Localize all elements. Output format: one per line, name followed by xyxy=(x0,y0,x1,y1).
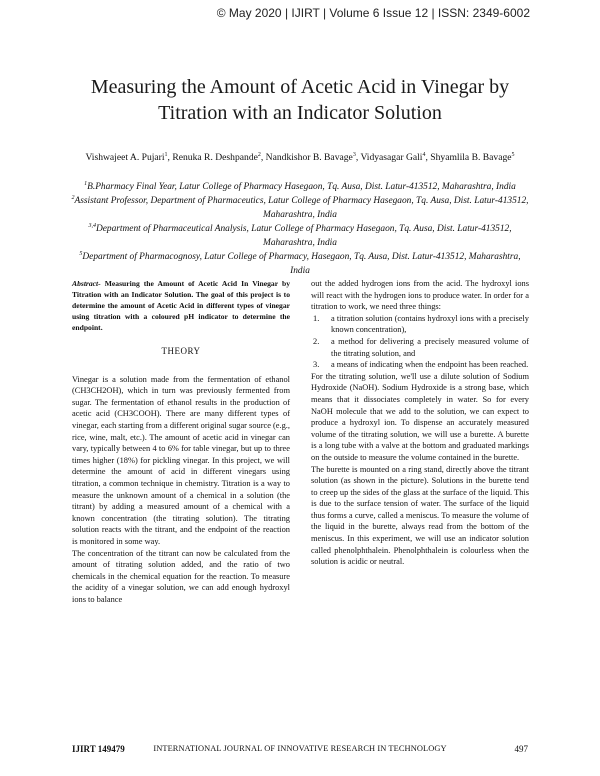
body-paragraph: For the titrating solution, we'll use a dilute solution of Sodium Hydroxide (NaOH). Sodium Hydroxide is a strong base, which means that it dissociates completely in water. So for every NaOH molecule that we add to the solution, we can expect to produce a hydroxyl ion. To dispense an accurately measured volume of the titrating solution, we will use a burette. A burette is a long tube with a valve at the bottom and graduated markings on the outside to measure the volume contained in the burette. xyxy=(311,371,529,462)
author-name: Vishwajeet A. Pujari xyxy=(85,152,165,163)
author-separator: , xyxy=(260,152,266,163)
affiliation-mark: 5 xyxy=(79,250,83,257)
author-name: Renuka R. Deshpande xyxy=(172,152,258,163)
section-heading-theory: THEORY xyxy=(161,346,201,356)
author-affiliation-mark: 1 xyxy=(164,151,168,158)
author-affiliation-mark: 5 xyxy=(511,151,515,158)
abstract-text: Measuring the Amount of Acetic Acid In Vinegar by Titration with an Indicator Solution. The goal of this project is to determine the amount of Acetic Acid in different types of vinegar using titration with a coloured pH indicator to determine the endpoint. xyxy=(72,279,290,332)
paper-title: Measuring the Amount of Acetic Acid in Vinegar by Titration with an Indicator Solution xyxy=(90,76,510,124)
body-paragraph: Vinegar is a solution made from the fermentation of ethanol (CH3CH2OH), which in turn was previously fermented from sugar. The fermentation of ethanol results in the production of acetic acid (CH3COOH). There are many different types of vinegar, each starting from a different original sugar source (e.g., rice, wine, malt, etc.). The amount of acetic acid in vinegar can vary, typically between 4 to 6% for table vinegar, but up to three times higher (18%) for pickling vinegar. In this project, we will determine the amount of acid in different vinegars using titration, a common technique in chemistry. Titration is a way to measure the unknown amount of a chemical in a solution (the titrant) by adding a measured amount of a chemical with a known concentration (the titrating solution). The titrating solution reacts with the titrant, and the endpoint of the reaction is monitored in some way. xyxy=(72,374,290,546)
requirements-list xyxy=(311,313,529,371)
abstract-label: Abstract- xyxy=(72,279,101,288)
author-affiliation-mark: 3 xyxy=(352,151,356,158)
affiliation-mark: 1 xyxy=(84,180,88,187)
author-list xyxy=(72,151,528,164)
body-paragraph: The burette is mounted on a ring stand, directly above the titrant solution (as shown in the picture). Solutions in the burette tend to creep up the sides of the glass at the surface of the liquid. This is due to the surface tension of water. The surface of the liquid thus forms a curve, called a meniscus. To measure the volume of the liquid in the burette, always read from the bottom of the meniscus. In this experiment, we will use an indicator solution called phenolphthalein. Phenolphthalein is colourless when the solution is acidic or neutral. xyxy=(311,464,529,567)
list-item-text: a method for delivering a precisely measured volume of the titrating solution, and xyxy=(331,336,529,358)
footer-journal-name: INTERNATIONAL JOURNAL OF INNOVATIVE RESEARCH IN TECHNOLOGY xyxy=(153,744,447,753)
author-name: Vidyasagar Gali xyxy=(360,152,423,163)
right-column xyxy=(311,278,529,568)
journal-header-line: © May 2020 | IJIRT | Volume 6 Issue 12 | ISSN: 2349-6002 xyxy=(216,6,530,20)
author-separator: , xyxy=(167,152,173,163)
author-separator: , xyxy=(425,152,431,163)
list-item-text: a means of indicating when the endpoint has been reached. xyxy=(331,360,529,370)
affiliation xyxy=(70,194,530,222)
abstract xyxy=(72,278,290,333)
author-affiliation-mark: 4 xyxy=(422,151,426,158)
affiliations xyxy=(70,180,530,278)
author-affiliation-mark: 2 xyxy=(257,151,261,158)
list-number: 2. xyxy=(313,336,320,346)
list-number: 1. xyxy=(313,313,320,323)
list-number: 3. xyxy=(313,360,320,370)
list-item xyxy=(311,359,529,371)
body-paragraph: out the added hydrogen ions from the acid. The hydroxyl ions will react with the hydrogen ions to produce water. In order for a titration to work, we need three things: xyxy=(311,279,529,312)
affiliation-text: B.Pharmacy Final Year, Latur College of Pharmacy Hasegaon, Tq. Ausa, Dist. Latur-413512, Maharashtra, India xyxy=(87,182,516,192)
body-paragraph: The concentration of the titrant can now be calculated from the amount of titrating solution added, and the ratio of two chemicals in the chemical equation for the reaction. To measure the acidity of a vinegar solution, we can add enough hydroxyl ions to balance xyxy=(72,548,290,604)
list-item xyxy=(311,336,529,359)
author-name: Nandkishor B. Bavage xyxy=(265,152,353,163)
affiliation-text: Department of Pharmaceutical Analysis, Latur College of Pharmacy Hasegaon, Tq. Ausa, Dist. Latur-413512, Maharashtra, India xyxy=(95,224,512,248)
affiliation-text: Department of Pharmacognosy, Latur College of Pharmacy, Hasegaon, Tq. Ausa, Dist. Latur-413512, Maharashtra, India xyxy=(82,252,521,276)
list-item-text: a titration solution (contains hydroxyl ions with a precisely known concentration), xyxy=(331,313,529,335)
affiliation-mark: 2 xyxy=(71,194,75,201)
left-column xyxy=(72,278,290,605)
affiliation xyxy=(70,222,530,250)
footer-article-id: IJIRT 149479 xyxy=(72,744,125,754)
affiliation xyxy=(70,180,530,194)
affiliation-text: Assistant Professor, Department of Pharmaceutics, Latur College of Pharmacy Hasegaon, Tq. Ausa, Dist. Latur-413512, Maharashtra, India xyxy=(74,196,529,220)
affiliation-mark: 3,4 xyxy=(88,222,96,229)
page-number: 497 xyxy=(514,744,528,754)
author-separator: , xyxy=(355,152,361,163)
author-name: Shyamlila B. Bavage xyxy=(430,152,512,163)
affiliation xyxy=(70,250,530,278)
list-item xyxy=(311,313,529,336)
